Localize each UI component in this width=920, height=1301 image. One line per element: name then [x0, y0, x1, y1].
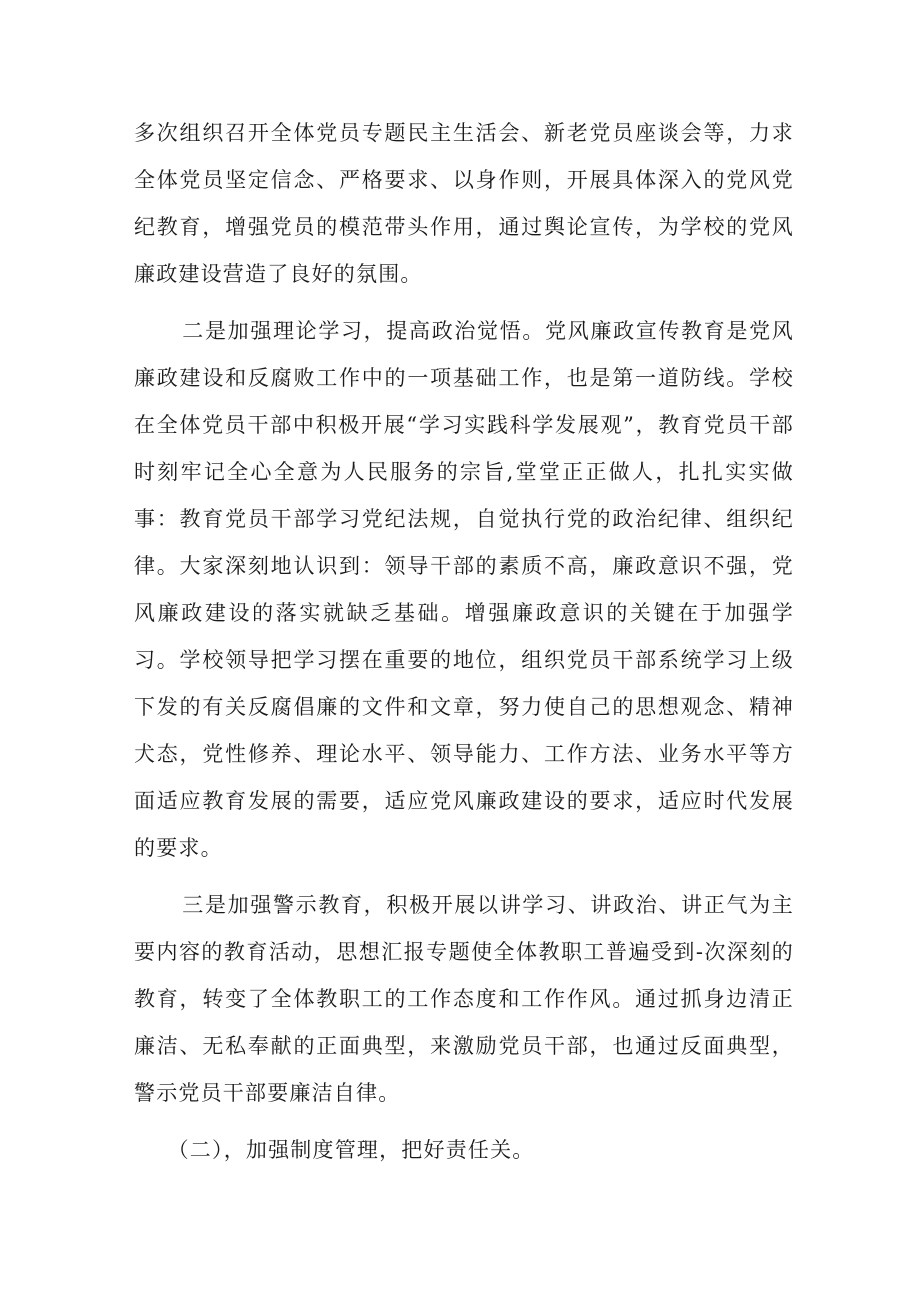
paragraph-warning-education: 三是加强警示教育，积极开展以讲学习、讲政治、讲正气为主要内容的教育活动，思想汇报专题使全体教职工普遍受到-次深刻的教育，转变了全体教职工的工作态度和工作作风。通过抓身边清正廉洁、无私奉献的正面典型，来激励党员干部，也通过反面典型，警示党员干部要廉洁自律。 [134, 893, 794, 1105]
paragraph-theory-study: 二是加强理论学习，提高政治觉悟。党风廉政宣传教育是党风廉政建设和反腐败工作中的一项基础工作，也是第一道防线。学校在全体党员干部中积极开展“学习实践科学发展观”，教育党员干部时刻牢记全心全意为人民服务的宗旨,堂堂正正做人，扎扎实实做事：教育党员干部学习党纪法规，自觉执行党的政治纪律、组织纪律。大家深刻地认识到：领导干部的素质不高，廉政意识不强，党风廉政建设的落实就缺乏基础。增强廉政意识的关键在于加强学习。学校领导把学习摆在重要的地位，组织党员干部系统学习上级下发的有关反腐倡廉的文件和文章，努力使自己的思想观念、精神犬态，党性修养、理论水平、领导能力、工作方法、业务水平等方面适应教育发展的需要，适应党风廉政建设的要求，适应时代发展的要求。 [134, 319, 794, 860]
section-heading: （二），加强制度管理，把好责任关。 [167, 1138, 535, 1162]
paragraph-continuation: 多次组织召开全体党员专题民主生活会、新老党员座谈会等，力求全体党员坚定信念、严格要求、以身作则，开展具体深入的党风党纪教育，增强党员的模范带头作用，通过舆论宣传，为学校的党风廉政建设营造了良好的氛围。 [134, 121, 794, 286]
document-body [134, 110, 794, 1184]
